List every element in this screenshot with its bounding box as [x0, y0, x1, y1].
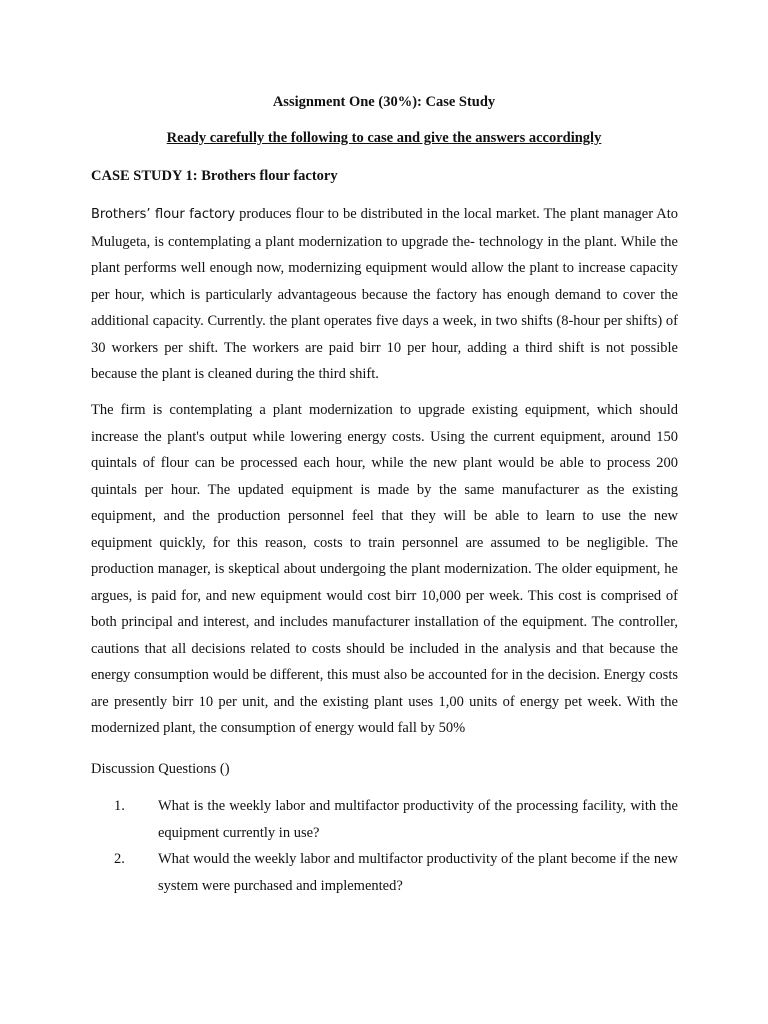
paragraph-1-text: produces flour to be distributed in the local market. The plant manager Ato Mulugeta, is contemplating a plant modernization to upgrade the- technology in the plant. While the plant performs well enough now, modernizing equipment would allow the plant to increase capacity per hour, which is particularly advantageous because the factory has enough demand to cover the additional capacity. Currently. the plant operates five days a week, in two shifts (8-hour per shifts) of 30 workers per shift. The workers are paid birr 10 per hour, adding a third shift is not possible because the plant is cleaned during the third shift. [91, 206, 678, 382]
document-subtitle [0, 129, 768, 147]
discussion-questions-heading: Discussion Questions () [91, 761, 230, 777]
paragraph-2: The firm is contemplating a plant modernization to upgrade existing equipment, which should increase the plant's output while lowering energy costs. Using the current equipment, around 150 quintals of flour can be processed each hour, while the new plant would be able to process 200 quintals per hour. The updated equipment is made by the same manufacturer as the existing equipment, and the production personnel feel that they will be able to learn to use the new equipment quickly, for this reason, costs to train personnel are assumed to be negligible. The production manager, is skeptical about undergoing the plant modernization. The older equipment, he argues, is paid for, and new equipment would cost birr 10,000 per week. This cost is comprised of both principal and interest, and includes manufacturer installation of the equipment. The controller, cautions that all decisions related to costs should be included in the analysis and that because the energy consumption would be different, this must also be accounted for in the decision. Energy costs are presently birr 10 per unit, and the existing plant uses 1,00 units of energy pet week. With the modernized plant, the consumption of energy would fall by 50% [91, 402, 678, 736]
document-title: Assignment One (30%): Case Study [272, 94, 496, 110]
question-item [91, 846, 678, 899]
case-study-heading: CASE STUDY 1: Brothers flour factory [91, 168, 338, 184]
question-number: 1. [114, 798, 125, 814]
question-text: What is the weekly labor and multifactor productivity of the processing facility, with the equipment currently in use? [158, 798, 678, 841]
paragraph-1 [91, 201, 678, 388]
question-text: What would the weekly labor and multifactor productivity of the plant become if the new system were purchased and implemented? [158, 851, 678, 894]
subtitle-text: Ready carefully the following to case and give the answers accordingly [166, 130, 602, 146]
brand-name: Brothers’ flour factory [91, 207, 236, 222]
question-item [91, 793, 678, 846]
question-number: 2. [114, 851, 125, 867]
